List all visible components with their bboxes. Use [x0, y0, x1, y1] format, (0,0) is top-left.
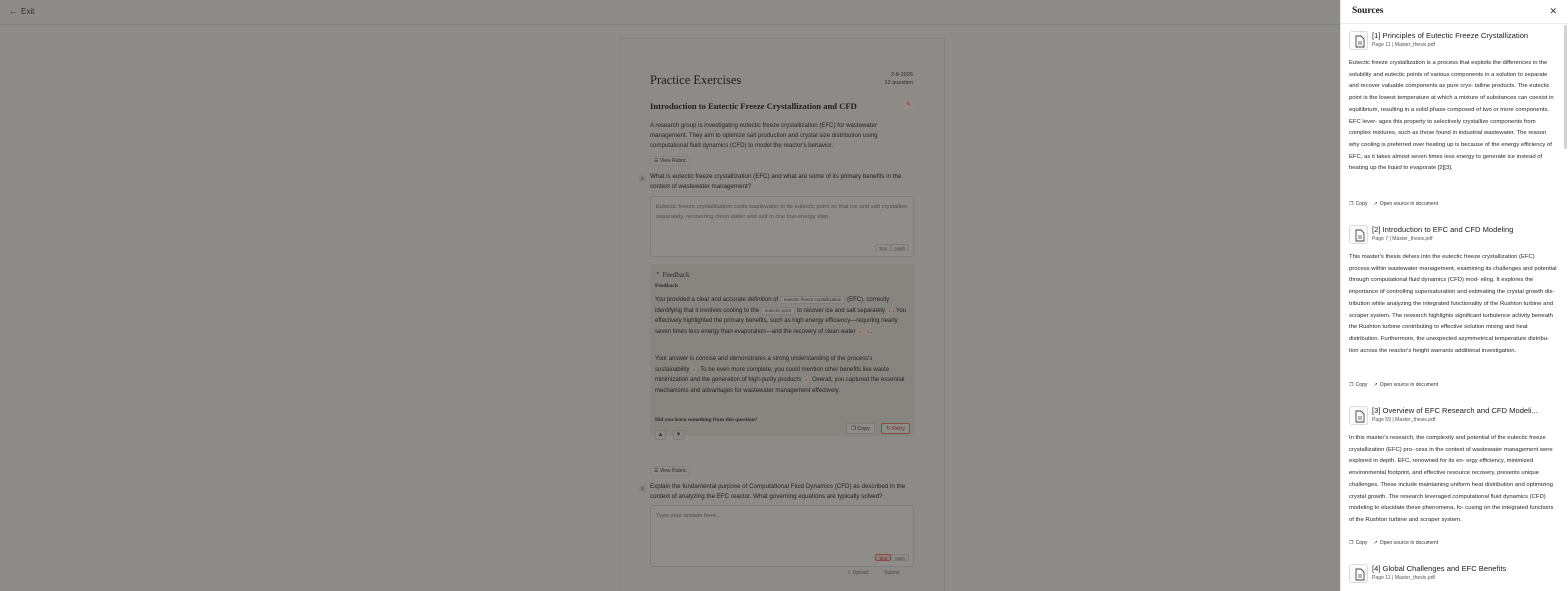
retry-icon: ↻ — [886, 426, 891, 432]
citation-badge[interactable]: 4 — [804, 377, 807, 382]
source-page: Page 11 | Master_thesis.pdf — [1372, 42, 1435, 48]
page-title: Practice Exercises — [650, 73, 742, 87]
math-mode-button[interactable]: Math — [891, 554, 909, 561]
question-number: 1 — [639, 175, 646, 182]
external-link-icon: ↗ — [1373, 201, 1378, 207]
document-icon — [1349, 406, 1368, 425]
citation-badge[interactable]: 1 — [859, 328, 862, 334]
feedback-copy-button[interactable]: ❐ Copy — [846, 423, 875, 434]
source-card — [1349, 225, 1557, 393]
concept-tag[interactable]: eutectic point — [761, 307, 796, 315]
copy-icon: ❐ — [1349, 201, 1354, 207]
source-excerpt: In this master's research, the complexity and potential of the eutectic freeze crystallization (EFC) pro- cess in the context of wastewater management were explored in depth. EFC, renowned for its en- ergy efficiency, minimized environmental footprint, and effective resource recovery, presents unique challenges. These include maintaining uniform heat distribution and optimizing crystal growth. The research leveraged computational fluid dynamics (CFD) modeling to elucidate these phenomena, fo- cusing on the integrated functions of the Rushton turbine and scraper system. — [1349, 435, 1554, 523]
pin-icon[interactable]: ✎ — [905, 102, 912, 108]
source-title[interactable]: [4] Global Challenges and EFC Benefits — [1372, 564, 1507, 573]
open-source-button[interactable]: ↗ Open source in document — [1373, 382, 1439, 388]
answer-text: Eutectic freeze crystallisation cools wastewater to its eutectic point so that ice and salt crystallise separately, recovering clean water and salt in one low-energy step. — [656, 204, 908, 220]
source-title[interactable]: [2] Introduction to EFC and CFD Modeling — [1372, 225, 1514, 234]
feedback-panel — [650, 264, 914, 436]
open-source-button[interactable]: ↗ Open source in document — [1373, 201, 1439, 207]
close-icon[interactable]: ✕ — [1549, 6, 1557, 16]
scrollbar[interactable] — [1564, 25, 1567, 149]
question-text: What is eutectic freeze crystallization (EFC) and what are some of its primary benefits in the context of wastewater management? — [650, 173, 902, 190]
external-link-icon: ↗ — [1373, 382, 1378, 388]
thumbs-up-icon[interactable]: ▲ — [655, 430, 666, 440]
concept-tag[interactable]: eutectic freeze crystallization — [780, 296, 846, 304]
sources-title: Sources — [1352, 6, 1384, 16]
feedback-subheading: Feedback — [655, 283, 678, 289]
question-number: 2 — [639, 485, 646, 492]
source-actions — [1349, 540, 1438, 546]
citation-badge[interactable]: 1 — [692, 366, 696, 372]
copy-button[interactable]: ❐ Copy — [1349, 382, 1368, 388]
submit-button[interactable]: Submit — [884, 570, 900, 576]
upload-button[interactable]: ⇧ Upload — [847, 570, 869, 576]
text-mode-button[interactable]: Text — [875, 554, 891, 561]
exercise-sheet — [619, 38, 945, 591]
external-link-icon: ↗ — [1373, 540, 1378, 546]
rubric-icon: ☰ — [654, 468, 659, 474]
copy-icon: ❐ — [851, 426, 856, 432]
source-page: Page 11 | Master_thesis.pdf — [1372, 575, 1435, 581]
sheet-date: 2-8-2026 — [890, 72, 913, 78]
feedback-paragraph-1: You provided a clear and accurate definition of eutectic freeze crystallization (EFC), correctly identifying that it involves cooling to the eutectic point to recover ice and salt separately 1 . You effectively highlighted the primary benefits, such as high energy efficiency—requiring nearly seven times less energy than evaporation—and the recovery of clean water 1 4 . — [655, 297, 907, 335]
answer-textarea[interactable] — [650, 196, 914, 257]
citation-badge[interactable]: 1 — [888, 307, 891, 313]
copy-icon: ❐ — [1349, 540, 1354, 546]
source-card — [1349, 564, 1557, 588]
exercise-intro: A research group is investigating eutectic freeze crystallization (EFC) for wastewater management. They aim to optimize salt production and crystal size distribution using computational fluid dynamics (CFD) to model the reactor's behavior. — [650, 122, 878, 149]
source-excerpt: Eutectic freeze crystallization is a process that exploits the differences in the solubility and eutectic points of various components in a solution to separate and recover valuable components as pure crys- talline products. The eutectic point is the lowest temperature at which a mixture of substances can coexist in equilibrium, resulting in a solid phase composed of two or more components. EFC lever- ages this property to selectively crystallize components from complex mixtures, such as those found in industrial wastewater. The reason why cooling is preferred over heating up is because of the energy efficiency of EFC, as it takes almost seven times less energy to generate ice instead of heating up the liquid to evaporate [2][3]. — [1349, 60, 1554, 172]
exit-label: Exit — [21, 7, 35, 16]
question-count: 12 question — [884, 80, 913, 86]
exercise-title: Introduction to Eutectic Freeze Crystallization and CFD — [650, 101, 857, 111]
copy-icon: ❐ — [1349, 382, 1354, 388]
open-source-button[interactable]: ↗ Open source in document — [1373, 540, 1439, 546]
chevron-up-icon: ⌃ — [655, 271, 661, 279]
source-page: Page 59 | Master_thesis.pdf — [1372, 417, 1436, 423]
copy-button[interactable]: ❐ Copy — [1349, 201, 1368, 207]
arrow-left-icon: ← — [9, 7, 17, 16]
document-icon — [1349, 564, 1368, 583]
divider — [1341, 23, 1568, 24]
answer-textarea[interactable] — [650, 505, 914, 567]
sources-panel — [1340, 0, 1568, 591]
answer-placeholder: Type your answer here... — [656, 513, 721, 519]
document-icon — [1349, 225, 1368, 244]
source-actions — [1349, 201, 1438, 207]
source-actions — [1349, 382, 1438, 388]
citation-badge[interactable]: 4 — [866, 328, 869, 334]
source-page: Page 7 | Master_thesis.pdf — [1372, 236, 1433, 242]
source-excerpt: This master's thesis delves into the eutectic freeze crystallization (EFC) process within wastewater management, examining its challenges and potential through computational fluid dynamics (CFD) mod- eling. It explores the importance of controlling supersaturation and estimating the crystal growth dis- tribution while analyzing the integrated functionality of the Rushton turbine and scraper system. The research highlights significant turbulence activity beneath the Rushton turbine contributing to effective solution mixing and heat distribution. Furthermore, the unexpected asymmetrical temperature distribu- tion across the reactor's height warrants additional investigation. — [1349, 254, 1557, 354]
source-card — [1349, 31, 1557, 211]
sheet-meta — [885, 71, 913, 87]
upload-icon: ⇧ — [847, 570, 852, 576]
rubric-icon: ☰ — [654, 158, 659, 164]
learn-prompt: Did you learn something from this question? — [655, 417, 758, 423]
exit-button[interactable] — [9, 7, 34, 16]
thumbs-down-icon[interactable]: ▼ — [673, 430, 684, 440]
view-rubric-button[interactable]: ☰ View Rubric — [650, 156, 690, 166]
retry-button[interactable]: ↻ Retry — [881, 423, 910, 434]
text-mode-button[interactable]: Text — [875, 244, 891, 251]
top-bar — [0, 0, 1340, 25]
question-text: Explain the fundamental purpose of Computational Fluid Dynamics (CFD) as described in the context of analyzing the EFC reactor. What governing equations are typically solved? — [650, 483, 906, 500]
source-title[interactable]: [3] Overview of EFC Research and CFD Modeli... — [1372, 406, 1538, 415]
view-rubric-button[interactable]: ☰ View Rubric — [650, 466, 690, 476]
document-icon — [1349, 31, 1368, 50]
feedback-toggle[interactable]: ⌃ Feedback — [655, 271, 690, 279]
source-title[interactable]: [1] Principles of Eutectic Freeze Crystallization — [1372, 31, 1529, 40]
copy-button[interactable]: ❐ Copy — [1349, 540, 1368, 546]
feedback-paragraph-2: Your answer is concise and demonstrates a strong understanding of the process's sustainability 1 . To be even more complete, you could mention other benefits like waste minimization and the generation of high-purity products 4 . Overall, you captured the essential mechanisms and advantages for wastewater management effectively. — [655, 356, 905, 394]
source-card — [1349, 406, 1557, 552]
math-mode-button[interactable]: Math — [891, 244, 909, 251]
